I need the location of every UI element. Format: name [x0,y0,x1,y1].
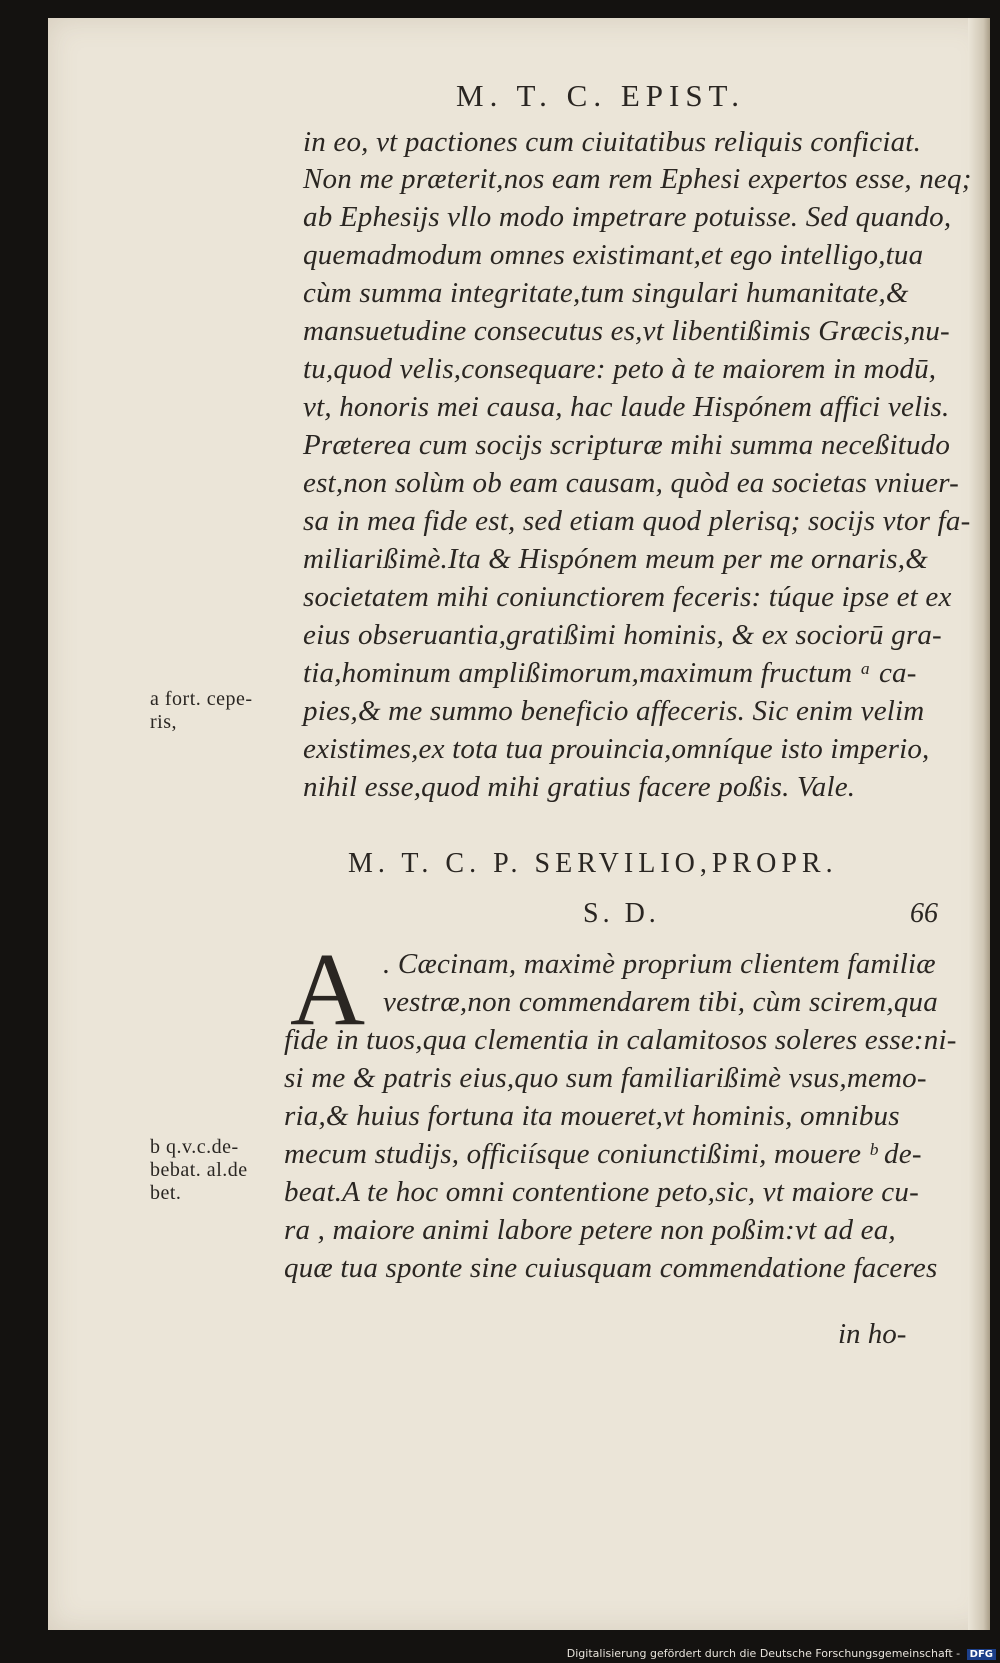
text-line: tia,hominum amplißimorum,maximum fructum ᵃ ca- [303,657,917,689]
text-line: tu,quod velis,consequare: peto à te maiorem in modū, [303,353,937,385]
catchword: in ho- [838,1318,907,1350]
text-line: mecum studijs, officiísque coniunctißimi, mouere ᵇ de- [284,1138,922,1170]
text-line: sa in mea fide est, sed etiam quod plerisq; socijs vtor fa- [303,505,971,537]
digitization-credit [567,1647,996,1660]
book-page [48,18,990,1630]
text-line: ab Ephesijs vllo modo impetrare potuisse. Sed quando, [303,201,952,233]
text-line: societatem mihi coniunctiorem feceris: túque ipse et ex [303,581,952,613]
margin-note-line: a fort. cepe- [150,688,253,710]
text-line: ria,& huius fortuna ita moueret,vt hominis, omnibus [284,1100,900,1132]
text-line: in eo, vt pactiones cum ciuitatibus reliquis conficiat. [303,126,922,158]
margin-note-line: bebat. al.de [150,1159,248,1181]
letter-number: 66 [910,898,938,929]
text-line: Non me præterit,nos eam rem Ephesi expertos esse, neq; [303,163,972,195]
running-head: M. T. C. EPIST. [456,78,745,113]
text-line: fide in tuos,qua clementia in calamitosos soleres esse:ni- [284,1024,957,1056]
margin-note-line: bet. [150,1182,182,1204]
margin-note-line: b q.v.c.de- [150,1136,239,1158]
text-line: nihil esse,quod mihi gratius facere poßis. Vale. [303,771,856,803]
text-line: miliarißimè.Ita & Hispónem meum per me ornaris,& [303,543,929,575]
text-line: eius obseruantia,gratißimi hominis, & ex sociorū gra- [303,619,942,651]
text-line: vestræ,non commendarem tibi, cùm scirem,qua [383,986,938,1018]
letter-salutation: S. D. [583,898,660,929]
margin-note-b [150,1136,248,1205]
margin-note-line: ris, [150,711,177,733]
text-line: beat.A te hoc omni contentione peto,sic, vt maiore cu- [284,1176,919,1208]
text-line: si me & patris eius,quo sum familiarißimè vsus,memo- [284,1062,927,1094]
text-line: existimes,ex tota tua prouincia,omníque isto imperio, [303,733,930,765]
text-line: vt, honoris mei causa, hac laude Hispónem affici velis. [303,391,950,423]
text-line: cùm summa integritate,tum singulari humanitate,& [303,277,909,309]
letter-heading: M. T. C. P. SERVILIO,PROPR. [348,848,838,879]
page-gutter-shadow [968,18,990,1630]
text-line: ra , maiore animi labore petere non poßim:vt ad ea, [284,1214,896,1246]
dfg-logo: DFG [967,1649,996,1660]
text-line: pies,& me summo beneficio affeceris. Sic enim velim [303,695,925,727]
drop-cap-initial: A [290,932,366,1047]
text-line: mansuetudine consecutus es,vt libentißimis Græcis,nu- [303,315,950,347]
text-line: quæ tua sponte sine cuiusquam commendatione faceres [284,1252,938,1284]
text-line: est,non solùm ob eam causam, quòd ea societas vniuer- [303,467,959,499]
margin-note-a [150,688,253,734]
text-line: quemadmodum omnes existimant,et ego intelligo,tua [303,239,924,271]
text-line: Præterea cum socijs scripturæ mihi summa neceßitudo [303,429,951,461]
credit-text: Digitalisierung gefördert durch die Deutsche Forschungsgemeinschaft - [566,1647,961,1660]
text-line: . Cæcinam, maximè proprium clientem familiæ [383,948,936,980]
